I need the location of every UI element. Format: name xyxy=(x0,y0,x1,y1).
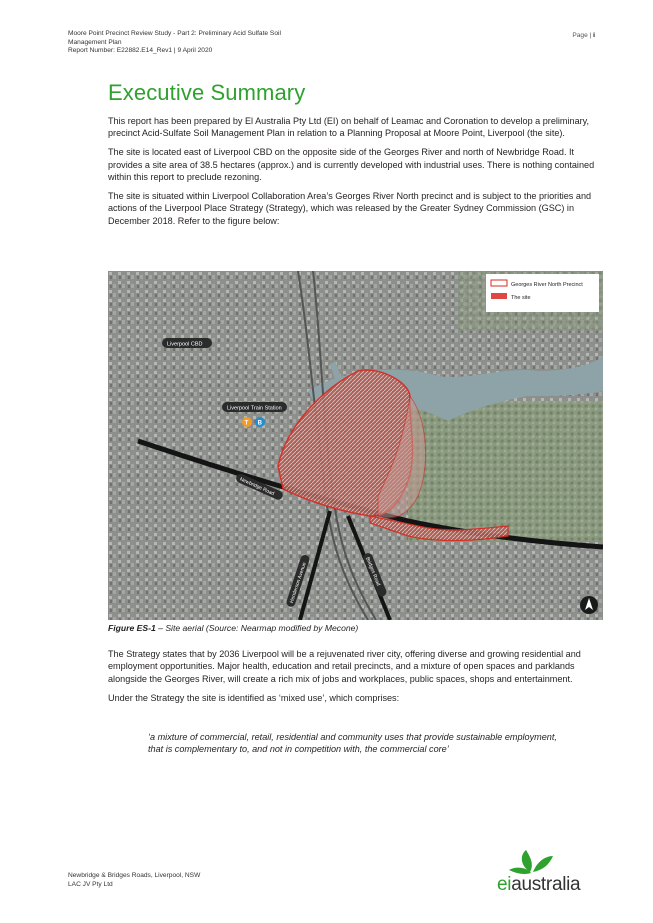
header-title-line1: Moore Point Precinct Review Study - Part 2: Preliminary Acid Sulfate Soil xyxy=(68,30,281,37)
logo-ei: ei xyxy=(497,874,512,895)
svg-text:T: T xyxy=(244,420,249,427)
legend-precinct: Georges River North Precinct xyxy=(511,282,583,288)
paragraph: The site is located east of Liverpool CBD on the opposite side of the Georges River and north of Newbridge Road. It provides a site area of 38.5 hectares (approx.) and is currently developed with industrial uses. There is nothing contained within this report to preclude rezoning. xyxy=(108,147,595,183)
mixed-use-quote: ‘a mixture of commercial, retail, residential and community uses that provide sustainable employment, that is complementary to, and not in competition with, the commercial core’ xyxy=(148,732,557,755)
paragraph: This report has been prepared by El Australia Pty Ltd (EI) on behalf of Leamac and Coronation to develop a preliminary, precinct Acid-Sulfate Soil Management Plan in relation to a Planning Proposal at Moore Point, Liverpool (the site). xyxy=(108,116,590,139)
paragraph: Under the Strategy the site is identified as ‘mixed use’, which comprises: xyxy=(108,692,400,703)
svg-text:Henderson Avenue: Henderson Avenue xyxy=(288,561,308,604)
strategy-text xyxy=(108,648,598,711)
svg-text:Liverpool Train Station: Liverpool Train Station xyxy=(227,405,282,412)
svg-text:Newbridge Road: Newbridge Road xyxy=(238,476,276,498)
figure-caption xyxy=(108,623,358,633)
logo-australia: australia xyxy=(511,874,581,895)
label-liverpool-cbd xyxy=(162,338,212,348)
paragraph: The Strategy states that by 2036 Liverpool will be a rejuvenated river city, offering diverse and growing residential and employment opportunities. Major health, education and retail precincts, and a mixture of open spaces and parklands alongside the Georges River, will create a rich mix of jobs and workplaces, public spaces, shops and entertainment. xyxy=(108,649,581,684)
legend-site: The site xyxy=(511,295,531,301)
running-header xyxy=(68,30,328,56)
paragraph: The site is situated within Liverpool Collaboration Area’s Georges River North precinct and is subject to the priorities and actions of the Liverpool Place Strategy (Strategy), which was released by the Greater Sydney Commission (GSC) in December 2018. Refer to the figure below: xyxy=(108,191,592,226)
caption-label: Figure ES-1 xyxy=(108,623,156,633)
caption-text: – Site aerial (Source: Nearmap modified by Mecone) xyxy=(155,623,359,633)
footer-company: LAC JV Pty Ltd xyxy=(68,880,113,888)
header-report-number: Report Number: E22882.E14_Rev1 | 9 April 2020 xyxy=(68,47,213,55)
svg-text:Liverpool CBD: Liverpool CBD xyxy=(167,341,203,348)
svg-text:Bridges Road: Bridges Road xyxy=(364,556,382,587)
footer xyxy=(68,872,200,889)
page-title: Executive Summary xyxy=(108,80,306,105)
page-number: i xyxy=(593,32,595,39)
map-legend xyxy=(486,274,599,312)
label-train-station xyxy=(222,402,287,412)
ei-australia-logo xyxy=(497,874,580,896)
intro-text xyxy=(108,115,598,234)
page-label: Page | xyxy=(572,32,592,39)
site-aerial-figure xyxy=(108,271,603,620)
header-title-line2: Management Plan xyxy=(68,38,122,46)
footer-address: Newbridge & Bridges Roads, Liverpool, NSW xyxy=(68,872,201,879)
bus-icon xyxy=(255,417,265,427)
north-arrow-icon xyxy=(580,596,598,614)
train-icon xyxy=(242,417,252,427)
page-indicator xyxy=(572,32,595,39)
svg-text:B: B xyxy=(257,420,262,427)
